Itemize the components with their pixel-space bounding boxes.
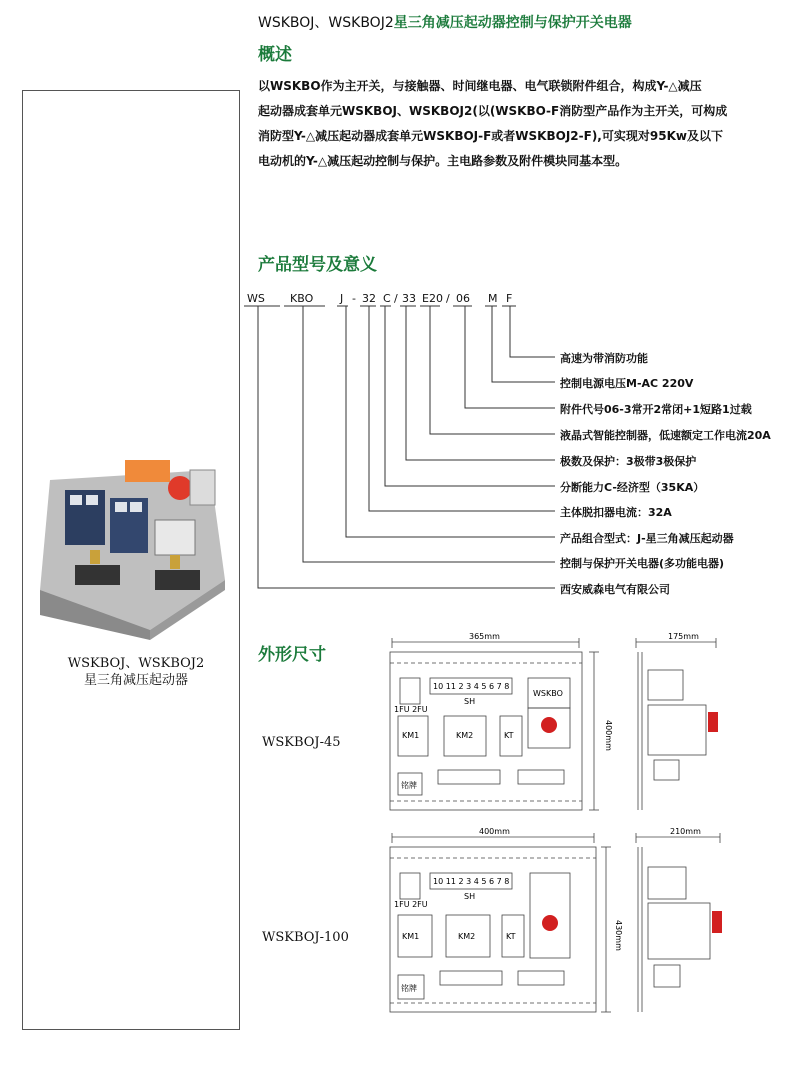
front-view-45 xyxy=(384,630,624,820)
plate-label-100: 铭牌 xyxy=(401,984,417,993)
plate-label-45: 铭牌 xyxy=(401,781,417,790)
meaning-32: 主体脱扣器电流：32A xyxy=(560,506,672,519)
model-label-45: WSKBOJ-45 xyxy=(262,735,341,750)
overview-line: 消防型Y-△减压起动器成套单元WSKBOJ-F或者WSKBOJ2-F),可实现对95Kw及以下 xyxy=(258,129,723,143)
caption-model: WSKBOJ、WSKBOJ2 xyxy=(67,656,205,671)
model-label-100: WSKBOJ-100 xyxy=(262,930,349,945)
overview-line: 以WSKBO作为主开关，与接触器、时间继电器、电气联锁附件组合，构成Y-△减压 xyxy=(258,79,702,93)
meaning-m: 控制电源电压M-AC 220V xyxy=(560,377,694,390)
model-meaning-heading: 产品型号及意义 xyxy=(258,255,377,275)
terminal-label-100: 10 11 2 3 4 5 6 7 8 xyxy=(433,877,510,886)
code-j: J xyxy=(340,292,344,305)
meaning-e20: 液晶式智能控制器，低速额定工作电流20A xyxy=(560,429,771,442)
km2-label-45: KM2 xyxy=(456,731,474,740)
code-slash2: / xyxy=(446,292,450,305)
meaning-ws: 西安威森电气有限公司 xyxy=(560,583,670,596)
code-slash: / xyxy=(394,292,398,305)
kt-label-45: KT xyxy=(504,731,514,740)
side-view-100 xyxy=(628,825,728,1020)
product-caption xyxy=(46,655,226,689)
dimensions-heading: 外形尺寸 xyxy=(258,645,326,665)
width-label-45: 365mm xyxy=(469,632,500,641)
meaning-f: 高速为带消防功能 xyxy=(560,352,648,365)
meaning-33: 极数及保护：3极带3极保护 xyxy=(560,455,697,468)
caption-name: 星三角减压起动器 xyxy=(83,673,188,688)
km1-label-45: KM1 xyxy=(402,731,420,740)
km2-label-100: KM2 xyxy=(458,932,476,941)
overview-line: 电动机的Y-△减压起动控制与保护。主电路参数及附件模块同基本型。 xyxy=(258,154,628,168)
code-33: 33 xyxy=(402,292,416,305)
code-dash: - xyxy=(352,292,356,305)
meaning-c: 分断能力C-经济型（35KA） xyxy=(560,481,705,494)
code-c: C xyxy=(383,292,391,305)
code-kbo: KBO xyxy=(290,292,314,305)
fuse-label-45: 1FU 2FU xyxy=(394,705,428,714)
depth-label-45: 175mm xyxy=(668,632,699,641)
side-view-45 xyxy=(628,630,728,815)
code-m: M xyxy=(488,292,498,305)
wskbo-label-45: WSKBO xyxy=(533,689,563,698)
meaning-j: 产品组合型式：J-星三角减压起动器 xyxy=(560,532,734,545)
km1-label-100: KM1 xyxy=(402,932,420,941)
kt-label-100: KT xyxy=(506,932,516,941)
product-code: WSKBOJ、WSKBOJ2 xyxy=(258,15,394,31)
width-label-100: 400mm xyxy=(479,827,510,836)
sh-label-100: SH xyxy=(464,892,476,901)
overview-line: 起动器成套单元WSKBOJ、WSKBOJ2(以(WSKBO-F消防型产品作为主开关，可构成 xyxy=(258,104,728,118)
height-label-100: 430mm xyxy=(614,920,623,951)
fuse-label-100: 1FU 2FU xyxy=(394,900,428,909)
product-title: 星三角减压起动器控制与保护开关电器 xyxy=(393,15,632,31)
meaning-06: 附件代号06-3常开2常闭+1短路1过载 xyxy=(560,403,752,416)
terminal-label-45: 10 11 2 3 4 5 6 7 8 xyxy=(433,682,510,691)
sh-label-45: SH xyxy=(464,697,476,706)
height-label-45: 400mm xyxy=(604,720,613,751)
code-32: 32 xyxy=(362,292,376,305)
code-ws: WS xyxy=(247,292,265,305)
code-f: F xyxy=(506,292,513,305)
code-e20: E20 xyxy=(422,292,443,305)
code-06: 06 xyxy=(456,292,470,305)
front-view-100 xyxy=(384,825,624,1020)
depth-label-100: 210mm xyxy=(670,827,701,836)
meaning-kbo: 控制与保护开关电器(多功能电器) xyxy=(560,557,725,570)
overview-heading: 概述 xyxy=(258,45,292,65)
